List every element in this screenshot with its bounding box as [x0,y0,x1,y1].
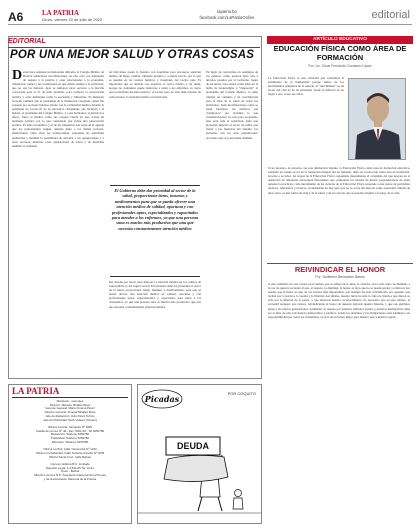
article-body-intro: La Educación Física es una actividad que contribuye al patrimonio de la humanidad porque dentro de los movimientos primarios de la especie, el "movimiento" es un factor del cual se ha de garantizar desde la infancia de no llegar a otro ocaso sus vidas. [268,76,344,97]
reivindicar-title: REIVINDICAR EL HONOR [294,265,386,274]
editorial-rule [8,47,260,48]
masthead-line: y de la Asociación Nacional de la Prensa [43,476,97,481]
article-body: Si un pretexto, de acuerdo con esta afirmación vigente, la Educación Física como área de formación educativa, tomando en cuenta su rol en la formación integral del ser humano, debe ser reconocida como área de formación. Gracias a su labor, las etapas de la Educación Física responden, dependiendo el contenido del que apoyen en el desarrollo de diferentes estructuras funcionales que componen los niveles de mayor preponderancia de entre quienes la practican, cada movimiento de las ciencias de la Educación Física responde a una suerte de problemas técnicos, educativos y técnicos. Actualmente no hay pero que no se acoja del deporte como expresión cultural de unos seres, es una forma de vida y de la salud, y de los valores que se pueden adquirir a lo largo de la vida. [268,166,410,195]
masthead-line: Jefe de Publicidad: Ruth Velasco Vizcarra [43,417,97,422]
page-number: A6 [8,10,24,24]
editorial-tag: EDITORIAL [8,38,46,45]
section-label: editorial [371,9,410,21]
editorial-column-1-text: esde hace semanas profesionales afiliados al Colegio Médico de Bolivia anunciaron movilizaciones, en este caso con demandas de respeto a la justicia y otras relacionadas a la economía, tributación, tomas y las condiciones en que deben atender a la población, que no son las mejores. Ayer se sumaron otros sectores a la marcha convocada para el 21 de julio próximo, para rechazar la persecución política y otras demandas como la economía y tributarias. Es menester recordar también que el presidente de la institución colegiada, quien fue acusado por su modo haberse alzado con la comunidad médica durante la pandemia de Covid-19. Al no encontrar ciertamente que incluyen a la Iglesia, al presidente del Colegio Médico, y a sus hermanos, la justicia los libera. Tanto el médico como sus colegas vieron en esta acción un elemento político por lo que consideran que existe una persecución política. El tema económico y el de los impuestos son parte de la agenda que los profesionales exigen, quienes junto a los demás sectores, instituciones, entre ellos los transportistas, respaldan las demandas planteadas y también la posibilidad de articular a las agrupaciones y a otros sectores, mientras otras reparticiones de salud y de medicina también se sumarán. [12,70,104,148]
editorial-column-3: En lugar de convertirse en enemigos de los galenos, como pasaron hace seis a décadas pasadas por el Gobierno, luego de encontrar todo estaba como debe ser la habla de desprestigiar y "despreciar" al presidente del Colegio Médico, se debe trabajar en conjunto y en coordinación para el bien de la salud de todos los bolivianos. Sean movilizaciones como se están haciendo, los médicos son "peligrosos" por reclamar lo que consideran justo, no solo para su gremio, sino para toda la población, dado que proponen mejoras al sector de salud, que frente a las falencias del sistema, los pacientes son los más perjudicados. Acciones que sí se necesitan también. [206,70,258,140]
masthead-line: Director: Marcelo Miralles Bova [49,402,91,407]
cartoon-drawing-icon [138,385,262,524]
quote-rule-bottom [110,276,200,277]
masthead-logo: LA PATRIA [12,386,60,396]
issue-date: Oruro, viernes 15 de julio de 2022 [42,17,103,22]
reivindicar-rule [267,263,413,264]
masthead-line: Directorio - Gerentes [56,400,84,403]
author-portrait-icon [349,79,406,160]
editorial-column-2-continued: hay mucho por hacer para mejorar la atención médica en los centros de salud pública y del seguro social. El Gobierno debe dar prioridad al sector de la salud, proporcionar ítems, insumos y medicamentos para que se pueda ofrecer una atención médica de calidad, oportuna y con profesionales aptos, especializados y capacitados para sanar a los ciudadanos, ya que una persona sana es mucho más productiva que una que necesita constantemente atención médica. [109,280,201,309]
article-section-tag: ARTÍCULO EDUCATIVO [267,36,413,44]
masthead-line: Oruro - Bolivia [60,469,80,474]
masthead-line: Oficina Santa Cruz: Calle Bolívar [48,454,92,459]
masthead-line: Depósito Legal: 4-3-611-05 Tel. Oruro [45,465,95,470]
masthead-line: Director General: Ximena Miralles Bova [44,410,96,415]
masthead-credits [12,400,128,522]
drop-cap: D [12,70,23,83]
masthead-line: Miembro de la A.N.P., Asociación Nacional de la Prensa [34,473,106,478]
cartoon-title: Picadas [144,394,180,404]
masthead-line: Dirección: Teléfono 5250780 [51,439,89,444]
masthead-line: Oficina Central: Camacho Nº 1892 [47,424,93,429]
masthead-rule [12,397,128,398]
newspaper-logo: LA PATRIA [42,9,79,17]
editorial-title: POR UNA MEJOR SALUD Y OTRAS COSAS [10,49,255,61]
masthead-line: Casilla de Correo Nº 48 - Fax: 5251-26 - Tel 5250780 [35,428,105,433]
website-link[interactable]: lapatria.bo [217,9,237,14]
author-photo [348,78,406,160]
editorial-column-1 [12,70,104,370]
pull-quote: El Gobierno debe dar prioridad al sector de la salud, proporcionar ítems, insumos y medicamentos para que se pueda ofrecer una atención médica de calidad, oportuna y con profesionales aptos, especializados y capacitados para atender a los enfermos, ya que una persona sana es mucho más productiva que una que necesita constantemente atención médica [111,188,199,231]
facebook-link[interactable]: facebook.com/LaPatriaOnline [199,15,255,20]
header-divider [8,24,412,25]
masthead-line: Oficina Cochabamba: Calle Teniente Arévalo Nº 0235 [35,450,105,455]
reivindicar-body: A este comienzo de este verano en el tiempo que se refleja en el amor, el carácter, en la vida como ser humano, a la voz de nuestra sociedad el que, el respeto, la dignidad, la honra, es algo que no se puede perder. La historia nos enseña que el honor es uno de los valores más importantes, que siempre ha sido reivindicado por aquellos que luchan por la justicia, la verdad y la libertad. Así mismo, nuestra tierra ha sido la cuna de muchos que dieron su vida por la libertad de la patria, y que merecen nuestro reconocimiento. Es necesario que en este tiempo, la sociedad recupere sus valores, reivindicando el honor de quienes forjaron nuestra historia, y que sus ejemplos guíen a las nuevas generaciones. Asimismo, el respeto por nuestros símbolos patrios y nuestras instituciones debe ser el pilar de una convivencia democrática y pacífica, donde los derechos y las obligaciones sean asumidos con responsabilidad por todos los ciudadanos, en aras de un futuro mejor para nuestro país y nuestra región. [268,282,410,319]
masthead-line: Oficina La Paz: Calle Yanacocha Nº 1233 [43,447,97,452]
editorial-cartoon [137,384,262,524]
masthead-line: Redacción: Teléfono 5250780 [50,432,90,437]
article-title: EDUCACIÓN FÍSICA COMO ÁREA DE FORMACIÓN [273,44,407,62]
editorial-column-2: de bolivianos pasan la frontera con Argentina para proveerse atención médica de mejor calidad, sabiendo gratuito o a menor precio, por lo que se quedan en los centros médicos y hospitales del vecino país. Es importante que se atienda con urgencia al sector médico y de salud, porque no cualquiera puede dedicarse a sanar a los enfermos, es cierto que la medicina necesita pasión y vocación; pero no sólo debe dotarse, de todos modos, la atención médica convencional. [109,70,201,99]
reivindicar-byline: Por: Guillermo Benavides Illanes [315,275,365,279]
cartoon-signature: POR COQUITO [227,391,256,396]
cartoon-sign-text: DEUDA [176,441,210,451]
masthead-line: Jefe de Redacción: Julio Pérez Torrico [45,413,95,418]
masthead-line: Publicidad: Teléfono 5250780 [51,436,89,441]
quote-rule-top [110,185,200,186]
article-byline: Por: Lic. Omar Fernando Condarco López [308,64,372,68]
masthead-line: Gerente General: Maria Ximena Pérez [45,406,95,411]
masthead-line: Impreso: Editora B.C. Limitada [50,461,90,466]
